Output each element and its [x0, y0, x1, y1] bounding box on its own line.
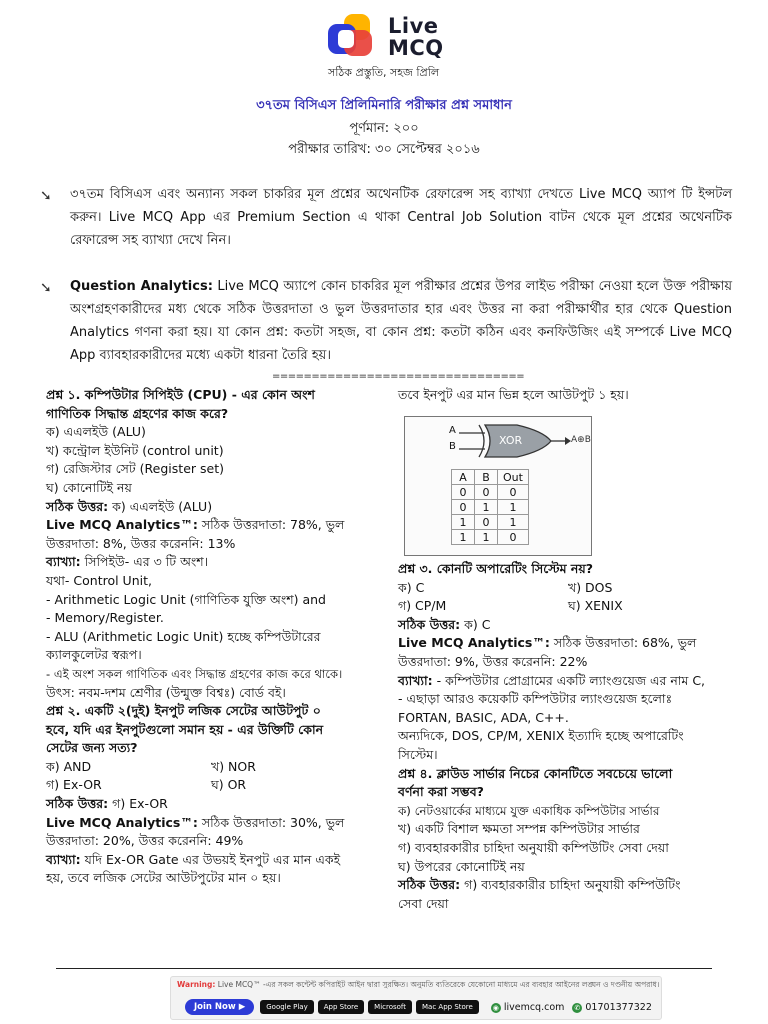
q4-option-a: ক) নেটওয়ার্কের মাধ্যমে যুক্ত একাধিক কম্পিউটার সার্ভার	[398, 803, 660, 818]
q3-question: প্রশ্ন ৩. কোনটি অপারেটিং সিস্টেম নয়?	[398, 561, 593, 576]
microsoft-store-badge[interactable]: Microsoft	[368, 1000, 412, 1014]
footer-divider	[56, 968, 712, 969]
phone-number: ✆ 01701377322	[572, 1002, 652, 1013]
document-title: ৩৭তম বিসিএস প্রিলিমিনারি পরীক্ষার প্রশ্ন সমাধান	[256, 98, 512, 113]
q1-option-a: ক) এএলইউ (ALU)	[46, 424, 146, 440]
xor-gate-figure	[404, 416, 592, 556]
q2-option-a: ক) AND	[46, 758, 92, 774]
q1-option-b: খ) কন্ট্রোল ইউনিট (control unit)	[46, 442, 224, 458]
q2-explanation: ব্যাখ্যা: যদি Ex-OR Gate এর উভয়ই ইনপুট এর মান একই	[46, 851, 341, 867]
q4-answer: সঠিক উত্তর: গ) ব্যবহারকারীর চাহিদা অনুযায়ী কম্পিউটিং	[398, 877, 681, 893]
xor-input-b: B	[449, 441, 456, 452]
q2-analytics: Live MCQ Analytics™: সঠিক উত্তরদাতা: 30%, ভুল	[46, 814, 345, 830]
logo-name-line1: Live	[388, 14, 439, 38]
q1-answer: সঠিক উত্তর: ক) এএলইউ (ALU)	[46, 498, 213, 514]
xor-input-a: A	[449, 425, 456, 436]
q4-option-c: গ) ব্যবহারকারীর চাহিদা অনুযায়ী কম্পিউটিং সেবা দেয়া	[398, 839, 669, 855]
right-column-bottom: প্রশ্ন ৩. কোনটি অপারেটিং সিস্টেম নয়? ক) C খ) DOS গ) CP/M ঘ) XENIX সঠিক উত্তর: ক) C Live MCQ Analytics™: সঠিক উত্তরদাতা: 68%, ভুল উত্তরদাতা: 9%, উত্তর করেননি: 22% ব্যাখ্যা: - কম্পিউটার প্রোগ্রামের একটি ল্যাংগুয়েজ এর নাম C, - এছাড়া আরও কয়েকটি কম্পিউটার ল্যাংগুয়েজ হলোঃ FORTAN, BASIC, ADA, C++. অন্যদিকে, DOS, CP/M, XENIX ইত্যাদি হচ্ছে অপারেটিং সিস্টেম। প্রশ্ন ৪. ক্লাউড সার্ভার নিচের কোনটিতে সবচেয়ে ভালো বর্ণনা করা সম্ভব? ক) নেটওয়ার্কের মাধ্যমে যুক্ত একাধিক কম্পিউটার সার্ভার খ) একটি বিশাল ক্ষমতা সম্পন্ন কম্পিউটার সার্ভার গ) ব্যবহারকারীর চাহিদা অনুযায়ী কম্পিউটিং সেবা দেয়া ঘ) উপরের কোনোটিই নয় সঠিক উত্তর: গ) ব্যবহারকারীর চাহিদা অনুযায়ী কম্পিউটিং সেবা দেয়া	[398, 560, 738, 913]
logo-mark-icon	[328, 14, 372, 58]
logo-name-line2: MCQ	[388, 36, 444, 60]
copyright-warning: Warning: Live MCQ™ -এর সকল কন্টেন্ট কপিরাইট আইন দ্বারা সুরক্ষিত। অনুমতি ব্যতিরেকে যেকোনো মাধ্যমে এর ব্যবহার আইনের লঙ্ঘন ও দণ্ডনীয় অপরাধ।	[177, 980, 660, 989]
q3-option-b: খ) DOS	[568, 579, 613, 595]
q4-question: প্রশ্ন ৪. ক্লাউড সার্ভার নিচের কোনটিতে সবচেয়ে ভালো	[398, 765, 673, 781]
q2-option-b: খ) NOR	[211, 758, 256, 774]
q2-option-d: ঘ) OR	[211, 777, 247, 793]
q3-answer: সঠিক উত্তর: ক) C	[398, 616, 491, 632]
website-link[interactable]: ◉ livemcq.com	[492, 1001, 565, 1013]
truth-table-row: 1 1 0	[452, 530, 529, 545]
q3-option-d: ঘ) XENIX	[568, 598, 623, 614]
q1-source: উৎস: নবম-দশম শ্রেণীর (উন্মুক্ত বিশ্বঃ) বোর্ড বই।	[46, 684, 286, 700]
q1-analytics: Live MCQ Analytics™: সঠিক উত্তরদাতা: 78%, ভুল	[46, 517, 345, 533]
logo-tagline: সঠিক প্রস্তুতি, সহজ প্রিলি	[328, 66, 440, 79]
q3-option-c: গ) CP/M	[398, 598, 447, 614]
bullet-arrow-icon: ➘	[40, 280, 52, 296]
q2-option-c: গ) Ex-OR	[46, 777, 102, 793]
q2-explanation-continued: তবে ইনপুট এর মান ভিন্ন হলে আউটপুট ১ হয়।	[398, 387, 629, 402]
bullet-arrow-icon: ➘	[40, 188, 52, 204]
left-column: প্রশ্ন ১. কম্পিউটার সিপিইউ (CPU) - এর কোন অংশ গাণিতিক সিদ্ধান্ত গ্রহণের কাজ করে? ক) এএলইউ (ALU) খ) কন্ট্রোল ইউনিট (control unit) গ) রেজিস্টার সেট (Register set) ঘ) কোনোটিই নয় সঠিক উত্তর: ক) এএলইউ (ALU) Live MCQ Analytics™: সঠিক উত্তরদাতা: 78%, ভুল উত্তরদাতা: 8%, উত্তর করেননি: 13% ব্যাখ্যা: সিপিইউ- এর ৩ টি অংশ। যথা- Control Unit, - Arithmetic Logic Unit (গাণিতিক যুক্তি অংশ) and - Memory/Register. - ALU (Arithmetic Logic Unit) হচ্ছে কম্পিউটারের ক্যালকুলেটর স্বরূপ। - এই অংশ সকল গাণিতিক এবং সিদ্ধান্ত গ্রহণের কাজ করে থাকে। উৎস: নবম-দশম শ্রেণীর (উন্মুক্ত বিশ্বঃ) বোর্ড বই। প্রশ্ন ২. একটি ২(দুই) ইনপুট লজিক সেটের আউটপুট ০ হবে, যদি এর ইনপুটগুলো সমান হয় - এর উক্তিটি কোন সেটের জন্য সত্য? ক) AND খ) NOR গ) Ex-OR ঘ) OR সঠিক উত্তর: গ) Ex-OR Live MCQ Analytics™: সঠিক উত্তরদাতা: 30%, ভুল উত্তরদাতা: 20%, উত্তর করেননি: 49% ব্যাখ্যা: যদি Ex-OR Gate এর উভয়ই ইনপুট এর মান একই হয়, তবে লজিক সেটের আউটপুটের মান ০ হয়।	[46, 386, 376, 888]
exam-date: পরীক্ষার তারিখ: ৩০ সেপ্টেম্বর ২০১৬	[288, 142, 480, 157]
q1-question: প্রশ্ন ১. কম্পিউটার সিপিইউ (CPU) - এর কোন অংশ	[46, 387, 315, 402]
full-marks: পূর্ণমান: ২০০	[349, 121, 419, 136]
question-analytics-label: Question Analytics:	[70, 279, 213, 294]
intro-paragraph-1: ➘ ৩৭তম বিসিএস এবং অন্যান্য সকল চাকরির মূল প্রশ্নের অথেনটিক রেফারেন্স সহ ব্যাখ্যা দেখতে Live MCQ অ্যাপ টি ইন্সটল করুন। Live MCQ App এর Premium Section এ থাকা Central Job Solution বাটন থেকে মূল প্রশ্নের অথেনটিক রেফারেন্স সহ ব্যাখ্যা দেখে নিন।	[40, 187, 732, 248]
q2-answer: সঠিক উত্তর: গ) Ex-OR	[46, 796, 168, 812]
xor-gate-label: XOR	[499, 434, 523, 447]
xor-truth-table: A B Out 0 0 0 0 1 1 1 0 1 1 1 0	[451, 469, 529, 545]
q4-option-d: ঘ) উপরের কোনোটিই নয়	[398, 858, 525, 874]
right-column-top	[398, 386, 738, 405]
q3-analytics: Live MCQ Analytics™: সঠিক উত্তরদাতা: 68%, ভুল	[398, 635, 697, 651]
globe-icon: ◉	[492, 1003, 499, 1012]
app-store-badge[interactable]: App Store	[318, 1000, 364, 1014]
footer-banner	[170, 976, 662, 1020]
q3-explanation: ব্যাখ্যা: - কম্পিউটার প্রোগ্রামের একটি ল্যাংগুয়েজ এর নাম C,	[398, 672, 706, 688]
q1-option-c: গ) রেজিস্টার সেট (Register set)	[46, 461, 224, 477]
join-now-button[interactable]: Join Now ▶	[185, 999, 254, 1015]
separator: ================================	[272, 371, 525, 382]
xor-output-label: A⊕B	[571, 435, 591, 445]
truth-table-row: 0 1 1	[452, 500, 529, 515]
google-play-badge[interactable]: Google Play	[260, 1000, 314, 1014]
question-analytics-text: Live MCQ অ্যাপে কোন চাকরির মূল পরীক্ষার প্রশ্নের উপর লাইভ পরীক্ষা নেওয়া হলে উক্ত পরীক্ষায় অংশগ্রহণকারীদের মধ্য থেকে সঠিক উত্তরদাতা ও ভুল উত্তরদাতার হার এবং উত্তর না করা পরীক্ষার্থীর হার থেকে Question Analytics গণনা করা হয়। যা কোন প্রশ্ন: কতটা সহজ, বা কোন প্রশ্ন: কতটা কঠিন এবং কনফিউজিং এই সম্পর্কে Live MCQ App ব্যাবহারকারীদের মধ্যে একটা ধারনা তৈরি হয়।	[70, 279, 732, 363]
truth-table-row: 1 0 1	[452, 515, 529, 530]
q4-option-b: খ) একটি বিশাল ক্ষমতা সম্পন্ন কম্পিউটার সার্ভার	[398, 821, 640, 837]
intro-paragraph-2	[40, 275, 732, 367]
phone-icon: ✆	[572, 1003, 582, 1013]
q1-explanation: ব্যাখ্যা: সিপিইউ- এর ৩ টি অংশ।	[46, 554, 209, 570]
q3-option-a: ক) C	[398, 579, 425, 595]
live-mcq-logo	[322, 12, 452, 79]
q1-option-d: ঘ) কোনোটিই নয়	[46, 479, 132, 495]
q2-question: প্রশ্ন ২. একটি ২(দুই) ইনপুট লজিক সেটের আউটপুট ০	[46, 703, 321, 719]
mac-app-store-badge[interactable]: Mac App Store	[416, 1000, 479, 1014]
truth-table-row: 0 0 0	[452, 485, 529, 500]
